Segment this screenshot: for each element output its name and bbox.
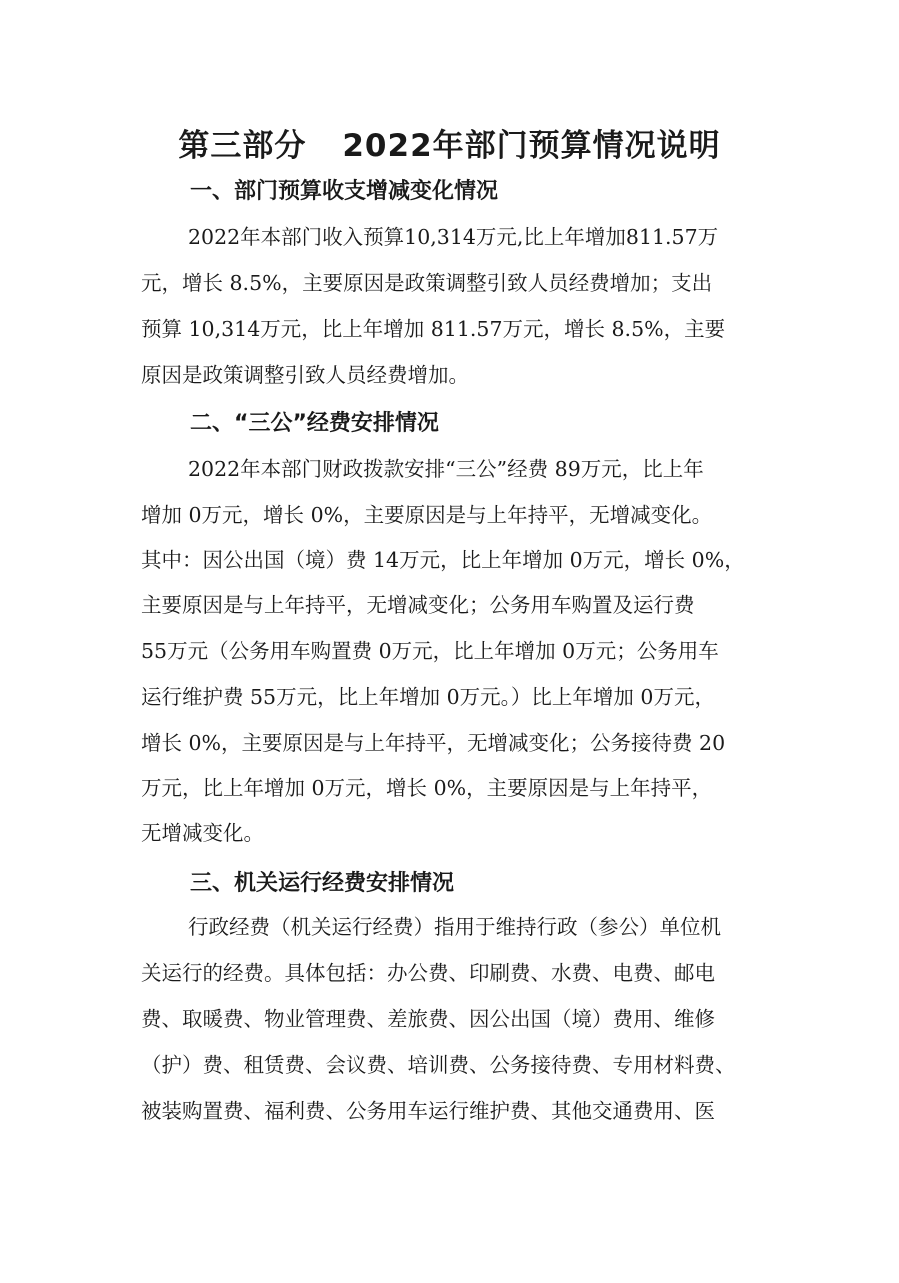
paragraph-line: 其中：因公出国（境）费 14万元，比上年增加 0万元，增长 0%，	[141, 548, 745, 572]
paragraph-line: 元，增长 8.5%，主要原因是政策调整引致人员经费增加；支出	[141, 271, 713, 295]
paragraph-line: 2022年本部门财政拨款安排“三公”经费 89万元，比上年	[188, 457, 704, 481]
paragraph-line: 无增减变化。	[141, 821, 264, 845]
paragraph-line: 预算 10,314万元，比上年增加 811.57万元，增长 8.5%，主要	[141, 317, 726, 341]
paragraph-line: 主要原因是与上年持平，无增减变化；公务用车购置及运行费	[141, 593, 695, 617]
paragraph-line: 2022年本部门收入预算10,314万元,比上年增加811.57万	[188, 225, 719, 249]
paragraph-line: 原因是政策调整引致人员经费增加。	[141, 363, 469, 387]
paragraph-line: 增加 0万元，增长 0%，主要原因是与上年持平，无增减变化。	[141, 503, 713, 527]
title-part: 第三部分	[178, 128, 307, 164]
section-heading-3: 三、机关运行经费安排情况	[190, 871, 455, 896]
page-title	[0, 120, 899, 165]
section-heading-2: 二、“三公”经费安排情况	[190, 411, 439, 436]
paragraph-line: 行政经费（机关运行经费）指用于维持行政（参公）单位机	[188, 915, 721, 939]
paragraph-line: 55万元（公务用车购置费 0万元，比上年增加 0万元；公务用车	[141, 639, 719, 663]
paragraph-line: 增长 0%，主要原因是与上年持平，无增减变化；公务接待费 20	[141, 731, 726, 755]
paragraph-line: 关运行的经费。具体包括：办公费、印刷费、水费、电费、邮电	[141, 961, 715, 985]
paragraph-line: （护）费、租赁费、会议费、培训费、公务接待费、专用材料费、	[141, 1053, 736, 1077]
title-text: 2022年部门预算情况说明	[342, 128, 721, 164]
paragraph-line: 万元，比上年增加 0万元，增长 0%，主要原因是与上年持平，	[141, 776, 713, 800]
section-heading-1: 一、部门预算收支增减变化情况	[190, 179, 499, 204]
paragraph-line: 运行维护费 55万元，比上年增加 0万元。）比上年增加 0万元，	[141, 685, 715, 709]
paragraph-line: 被装购置费、福利费、公务用车运行维护费、其他交通费用、医	[141, 1099, 715, 1123]
paragraph-line: 费、取暖费、物业管理费、差旅费、因公出国（境）费用、维修	[141, 1007, 715, 1031]
